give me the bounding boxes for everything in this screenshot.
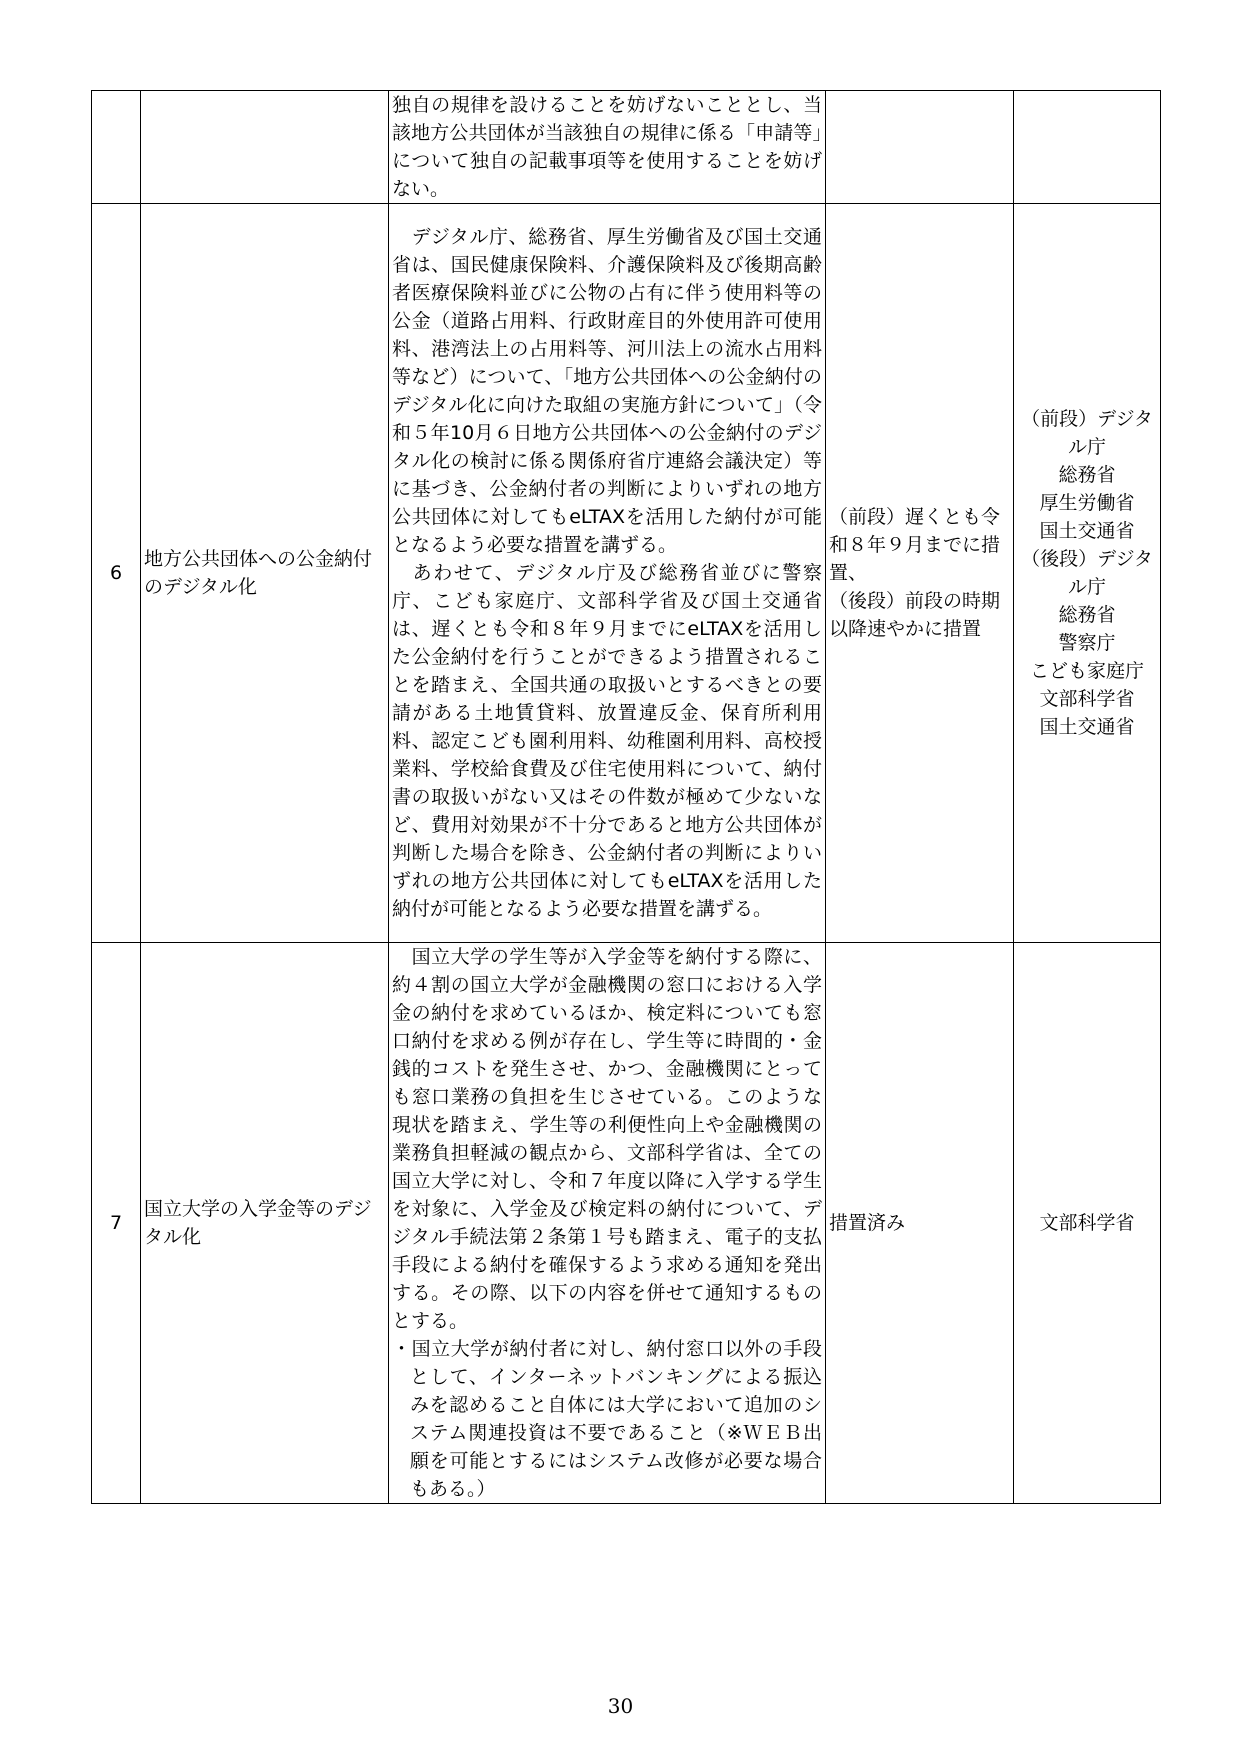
responsible-ministry: （前段）デジタル庁 総務省 厚生労働省 国土交通省 （後段）デジタル庁 総務省 警察庁 こども家庭庁 文部科学省 国土交通省 [1014, 204, 1161, 943]
implementation-timeline [826, 91, 1014, 204]
measure-name: 国立大学の入学金等のデジタル化 [141, 943, 389, 1504]
content-paragraph: あわせて、デジタル庁及び総務省並びに警察庁、こども家庭庁、文部科学省及び国土交通省は、遅くとも令和８年９月までにeLTAXを活用した公金納付を行うことができるよう措置されることを踏まえ、全国共通の取扱いとするべきとの要請がある土地賃貸料、放置違反金、保育所利用料、認定こども園利用料、幼稚園利用料、高校授業料、学校給食費及び住宅使用料について、納付書の取扱いがない又はその件数が極めて少ないなど、費用対効果が不十分であると地方公共団体が判断した場合を除き、公金納付者の判断によりいずれの地方公共団体に対してもeLTAXを活用した納付が可能となるよう必要な措置を講ずる。 [392, 562, 822, 920]
content-paragraph: デジタル庁、総務省、厚生労働省及び国土交通省は、国民健康保険料、介護保険料及び後期高齢者医療保険料並びに公物の占有に伴う使用料等の公金（道路占用料、行政財産目的外使用許可使用料、港湾法上の占用料等、河川法上の流水占用料等など）について、「地方公共団体への公金納付のデジタル化に向けた取組の実施方針について」（令和５年10月６日地方公共団体への公金納付のデジタル化の検討に係る関係府省庁連絡会議決定）等に基づき、公金納付者の判断によりいずれの地方公共団体に対してもeLTAXを活用した納付が可能となるよう必要な措置を講ずる。 [392, 226, 822, 556]
measure-content [389, 943, 826, 1504]
responsible-ministry [1014, 91, 1161, 204]
measure-content [389, 91, 826, 204]
content-bullet: ・国立大学が納付者に対し、納付窓口以外の手段として、インターネットバンキングによる振込みを認めること自体には大学において追加のシステム関連投資は不要であること（※ＷＥＢ出願を可能とするにはシステム改修が必要な場合もある。） [392, 1338, 822, 1500]
content-paragraph: 独自の規律を設けることを妨げないこととし、当該地方公共団体が当該独自の規律に係る「申請等」について独自の記載事項等を使用することを妨げない。 [392, 94, 822, 200]
content-paragraph: 国立大学の学生等が入学金等を納付する際に、約４割の国立大学が金融機関の窓口における入学金の納付を求めているほか、検定料についても窓口納付を求める例が存在し、学生等に時間的・金銭的コストを発生させ、かつ、金融機関にとっても窓口業務の負担を生じさせている。このような現状を踏まえ、学生等の利便性向上や金融機関の業務負担軽減の観点から、文部科学省は、全ての国立大学に対し、令和７年度以降に入学する学生を対象に、入学金及び検定料の納付について、デジタル手続法第２条第１号も踏まえ、電子的支払手段による納付を確保するよう求める通知を発出する。その際、以下の内容を併せて通知するものとする。 [392, 946, 822, 1332]
measure-name: 地方公共団体への公金納付のデジタル化 [141, 204, 389, 943]
table-row [92, 204, 1161, 943]
measure-content [389, 204, 826, 943]
measure-name [141, 91, 389, 204]
row-number: 7 [92, 943, 141, 1504]
page-number: 30 [607, 1694, 634, 1718]
row-number [92, 91, 141, 204]
measures-table [91, 90, 1161, 1504]
table-row [92, 91, 1161, 204]
implementation-timeline: （前段）遅くとも令和８年９月までに措置、 （後段）前段の時期以降速やかに措置 [826, 204, 1014, 943]
responsible-ministry: 文部科学省 [1014, 943, 1161, 1504]
table-row [92, 943, 1161, 1504]
implementation-timeline: 措置済み [826, 943, 1014, 1504]
row-number: 6 [92, 204, 141, 943]
